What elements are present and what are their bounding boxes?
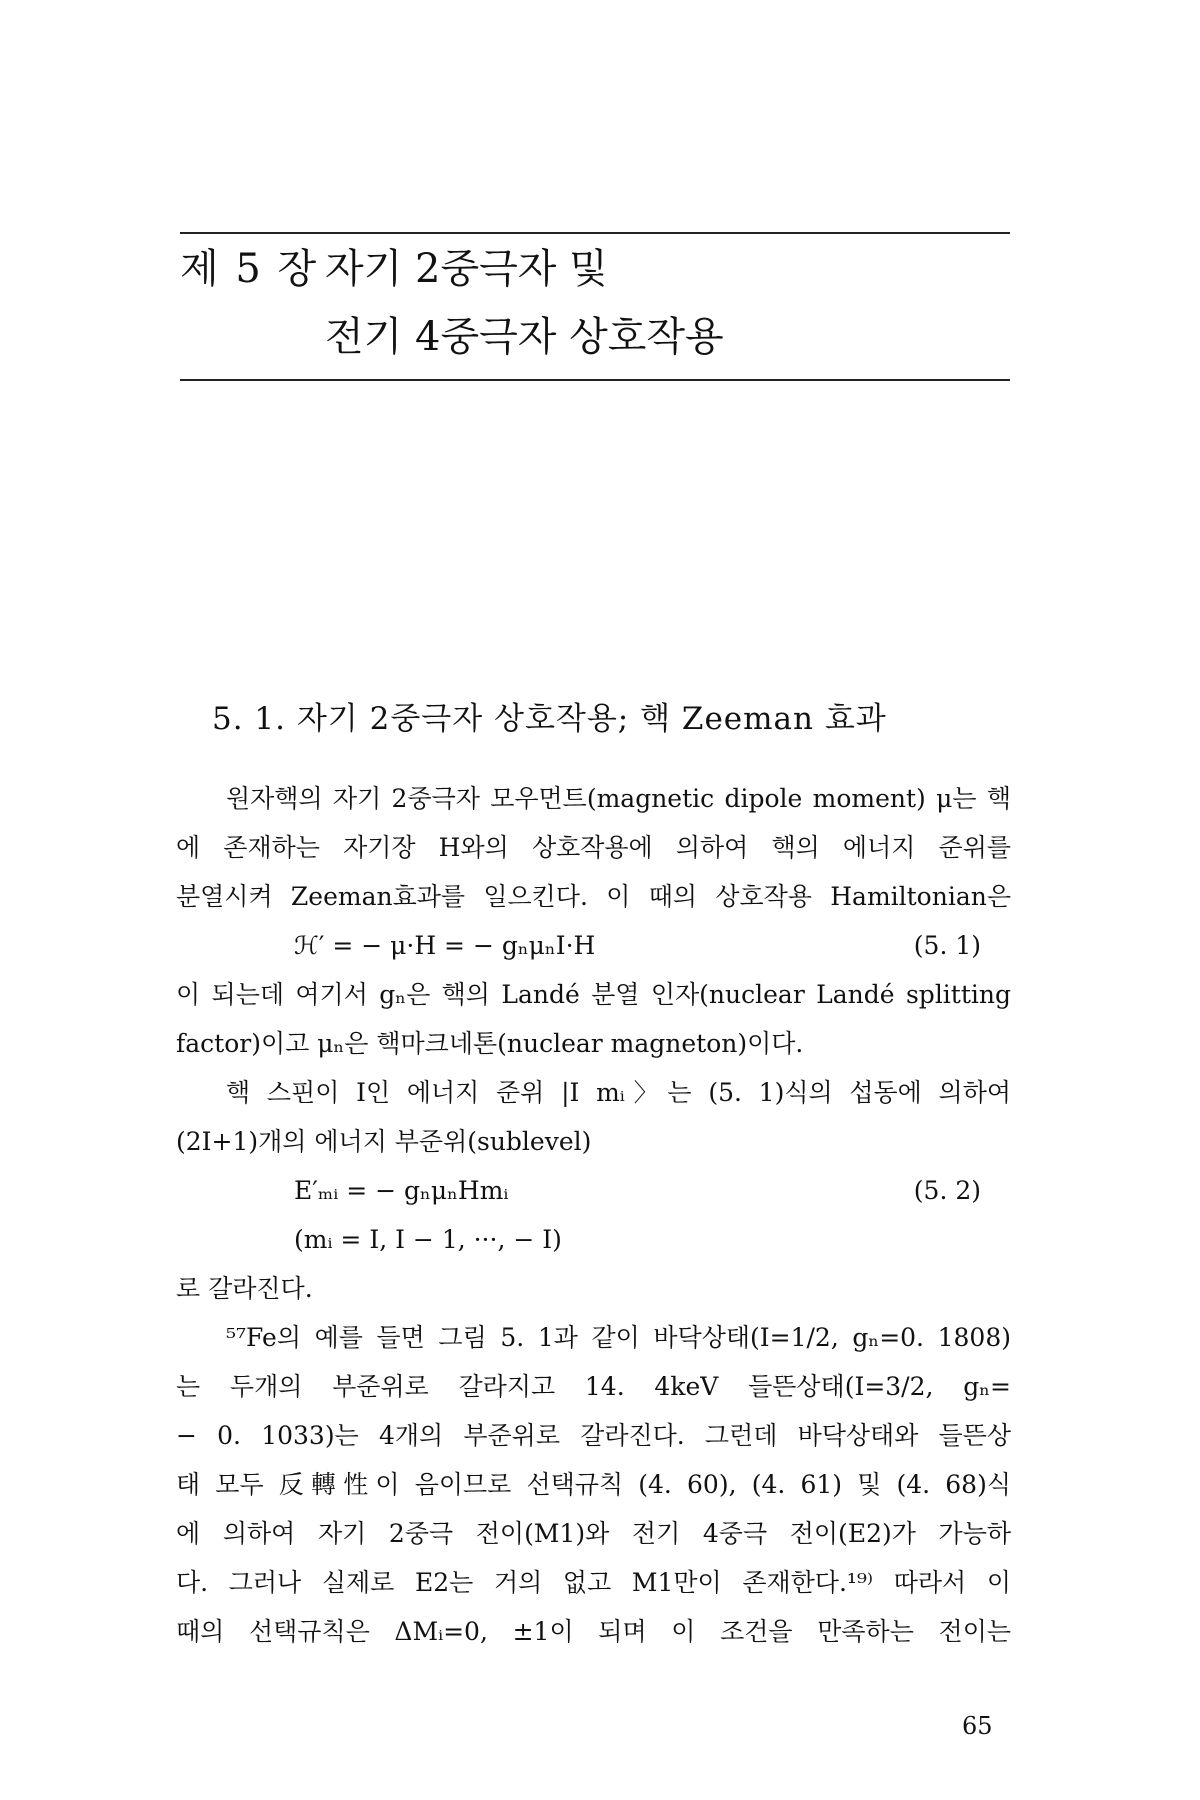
page-number: 65: [962, 1712, 993, 1740]
paragraph-3-line-1: 핵 스핀이 I인 에너지 준위 |I mᵢ〉는 (5. 1)식의 섭동에 의하여: [226, 1078, 1011, 1107]
paragraph-5-line-5: 에 의하여 자기 2중극 전이(M1)와 전기 4중극 전이(E2)가 가능하: [176, 1519, 1011, 1548]
paragraph-5-line-6: 다. 그러나 실제로 E2는 거의 없고 M1만이 존재한다.¹⁹⁾ 따라서 이: [176, 1568, 1011, 1597]
paragraph-5-line-7: 때의 선택규칙은 ΔMᵢ=0, ±1이 되며 이 조건을 만족하는 전이는: [176, 1617, 1011, 1646]
equation-5-1: [176, 921, 1011, 970]
chapter-number: 제 5 장: [180, 246, 319, 292]
chapter-title-block: [180, 234, 1010, 371]
paragraph-3-line-2: (2I+1)개의 에너지 부준위(sublevel): [176, 1127, 592, 1156]
chapter-title-line-1: 자기 2중극자 및: [325, 246, 608, 292]
equation-5-2-condition: (mᵢ = I, I − 1, ···, − I): [294, 1225, 562, 1254]
paragraph-5-line-3: − 0. 1033)는 4개의 부준위로 갈라진다. 그런데 바닥상태와 들뜬상: [176, 1421, 1011, 1450]
section-heading: 5. 1. 자기 2중극자 상호작용; 핵 Zeeman 효과: [212, 701, 887, 737]
equation-5-2: [176, 1166, 1011, 1215]
equation-5-1-number: (5. 1): [913, 931, 981, 960]
paragraph-2-line-2: factor)이고 μₙ은 핵마크네톤(nuclear magneton)이다.: [176, 1029, 804, 1058]
chapter-header: [180, 232, 1010, 381]
body-text: [176, 774, 1011, 1656]
chapter-title: [325, 235, 724, 371]
paragraph-5-line-4: 태 모두 反轉性이 음이므로 선택규칙 (4. 60), (4. 61) 및 (4. 68)식: [176, 1470, 1011, 1499]
bottom-rule: [180, 379, 1010, 381]
equation-5-1-expression: ℋ′ = − μ·H = − gₙμₙI·H: [294, 931, 596, 960]
paragraph-1-line-1: 원자핵의 자기 2중극자 모우먼트(magnetic dipole moment) μ는 핵: [226, 784, 1011, 813]
paragraph-2-line-1: 이 되는데 여기서 gₙ은 핵의 Landé 분열 인자(nuclear Landé splitting: [176, 980, 1011, 1009]
paragraph-1-line-2: 에 존재하는 자기장 H와의 상호작용에 의하여 핵의 에너지 준위를: [176, 833, 1011, 862]
paragraph-5-line-2: 는 두개의 부준위로 갈라지고 14. 4keV 들뜬상태(I=3/2, gₙ=: [176, 1372, 1011, 1401]
paragraph-1-line-3: 분열시켜 Zeeman효과를 일으킨다. 이 때의 상호작용 Hamiltonian은: [176, 882, 1011, 911]
paragraph-5-line-1: ⁵⁷Fe의 예를 들면 그림 5. 1과 같이 바닥상태(I=1/2, gₙ=0. 1808): [226, 1323, 1011, 1352]
equation-5-2-number: (5. 2): [913, 1176, 981, 1205]
equation-5-2-expression: E′ₘᵢ = − gₙμₙHmᵢ: [294, 1176, 509, 1205]
chapter-title-line-2: 전기 4중극자 상호작용: [325, 314, 724, 360]
paragraph-4-line-1: 로 갈라진다.: [176, 1274, 313, 1303]
